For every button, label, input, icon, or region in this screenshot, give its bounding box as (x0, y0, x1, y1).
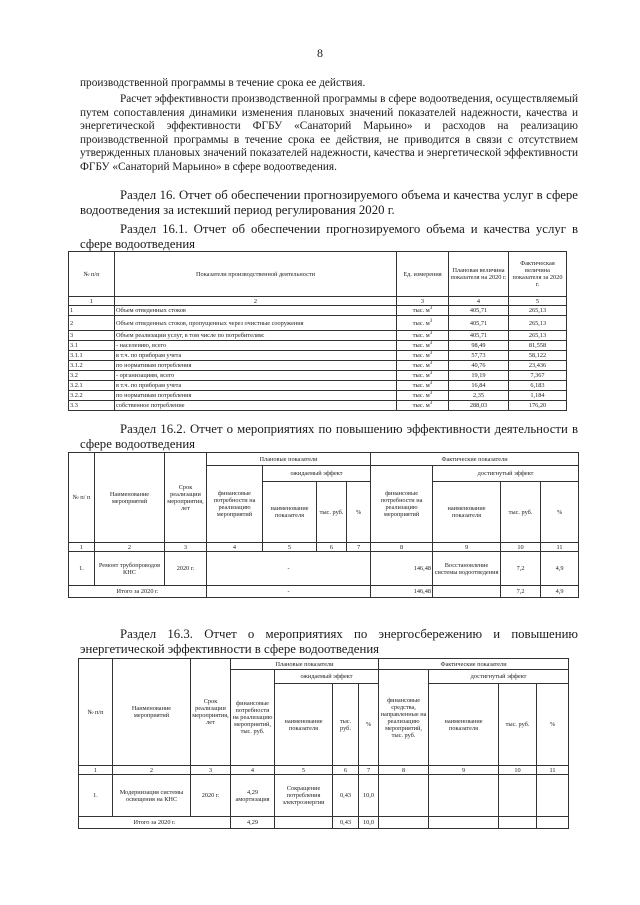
cell-fact: 58,122 (509, 351, 567, 361)
cell-fact: 6,183 (509, 381, 567, 391)
cell-fact: 265,13 (509, 306, 567, 316)
table-total-row (69, 586, 579, 598)
col-number: 2 (95, 543, 165, 552)
col-number: 5 (509, 297, 567, 306)
cell-rub: 0,43 (333, 775, 359, 817)
cell-fact: 265,13 (509, 316, 567, 331)
cell-num: 2 (69, 316, 115, 331)
cell-plan: 405,71 (449, 316, 509, 331)
header-fact: Фактические показатели (379, 659, 569, 670)
cell-fin-plan: 4,29 (231, 817, 275, 829)
cell-plan: 98,49 (449, 341, 509, 351)
cell-total-label: Итого за 2020 г. (69, 586, 207, 598)
col-number: 1 (69, 543, 95, 552)
col-header-rub: тыс. руб. (317, 482, 347, 543)
cell-ach-indicator (429, 775, 499, 817)
cell-num: 1 (69, 306, 115, 316)
cell-unit: тыс. $м^3$ (397, 316, 449, 331)
cell-unit: тыс. $м^3$ (397, 391, 449, 401)
col-number: 1 (69, 297, 115, 306)
cell-num: 3.3 (69, 401, 115, 411)
cell-fin-plan: 4,29 амортизация (231, 775, 275, 817)
cell-name: по нормативам потребления (115, 391, 397, 401)
cell-indicator (433, 586, 501, 598)
cell-plan: 405,71 (449, 306, 509, 316)
col-header-unit: Ед. измерения (397, 252, 449, 297)
cell-pct: 4,9 (541, 586, 579, 598)
col-number: 10 (499, 766, 537, 775)
table-row (69, 361, 567, 371)
col-number: 9 (429, 766, 499, 775)
cell-rub: 7,2 (501, 552, 541, 586)
col-number: 3 (165, 543, 207, 552)
table-row (69, 351, 567, 361)
col-header-term: Срок реализации мероприятия, лет (165, 453, 207, 543)
table-row (69, 371, 567, 381)
cell-name: - организациям, всего (115, 371, 397, 381)
col-header-rub: тыс. руб. (501, 482, 541, 543)
cell-plan: 288,03 (449, 401, 509, 411)
table-row (69, 381, 567, 391)
cell-pct: 4,9 (541, 552, 579, 586)
col-number: 4 (207, 543, 263, 552)
col-header-rub: тыс. руб. (499, 684, 537, 766)
cell-num: 3.1.1 (69, 351, 115, 361)
cell-num: 1. (69, 552, 95, 586)
cell-name: Ремонт трубопроводов КНС (95, 552, 165, 586)
cell-fin-fact: 146,48 (371, 552, 433, 586)
cell-name: в т.ч. по приборам учета (115, 381, 397, 391)
table-row (69, 306, 567, 316)
cell-name: - населению, всего (115, 341, 397, 351)
cell-plan: 405,71 (449, 331, 509, 341)
col-header-rub: тыс. руб. (333, 684, 359, 766)
col-header-pct: % (541, 482, 579, 543)
col-number: 11 (537, 766, 569, 775)
cell-plan: 19,19 (449, 371, 509, 381)
col-number: 2 (113, 766, 191, 775)
table-row (69, 316, 567, 331)
cell-fin-fact: 146,48 (371, 586, 433, 598)
col-number: 5 (263, 543, 317, 552)
col-header-ind-name: наименование показателя (275, 684, 333, 766)
cell-term: 2020 г. (191, 775, 231, 817)
col-number: 3 (397, 297, 449, 306)
col-header-name: Наименование мероприятий (113, 659, 191, 766)
section-16-1-heading: Раздел 16.1. Отчет об обеспечении прогнозируемого объема и качества услуг в сфере водоотведения (80, 222, 578, 251)
col-number: 3 (191, 766, 231, 775)
cell-fact: 81,558 (509, 341, 567, 351)
section-16-heading: Раздел 16. Отчет об обеспечении прогнозируемого объема и качества услуг в сфере водоотведения за истекший период регулирования 2020 г. (80, 188, 578, 217)
cell-rub: 0,43 (333, 817, 359, 829)
table-row (79, 775, 569, 817)
col-number: 4 (231, 766, 275, 775)
section-16-3-heading: Раздел 16.3. Отчет о мероприятиях по энергосбережению и повышению энергетической эффективности в сфере водоотведения (80, 627, 578, 656)
col-header-pct: % (359, 684, 379, 766)
cell-unit: тыс. $м^3$ (397, 306, 449, 316)
intro-paragraph: Расчет эффективности производственной программы в сфере водоотведения, осуществляемый путем сопоставления динамики изменения плановых значений показателей надежности, качества и энергетической эффективности ФГБУ «Санаторий Марьино» и расходов на реализацию производственной программы в течение срока ее действия, не приводится в связи с отсутствием утвержденных плановых значений показателей надежности, качества и энергетической эффективности ФГБУ «Санаторий Марьино» в сфере водоотведения. (80, 93, 578, 173)
cell-plan: 57,73 (449, 351, 509, 361)
cell-term: 2020 г. (165, 552, 207, 586)
cell-unit: тыс. $м^3$ (397, 371, 449, 381)
cell-plan: 16,84 (449, 381, 509, 391)
col-header-ind-name: наименование показателя (433, 482, 501, 543)
cell-indicator (275, 817, 333, 829)
cell-ach-pct (537, 775, 569, 817)
col-header-ind-name: наименование показателя (263, 482, 317, 543)
cell-name: Модернизация системы освещения на КНС (113, 775, 191, 817)
col-header-fin-plan: финансовые потребности на реализацию мероприятий, тыс. руб. (231, 670, 275, 766)
header-achieved: достигнутый эффект (433, 466, 579, 482)
column-numbers-row (69, 543, 579, 552)
col-header-num: № п/п (69, 252, 115, 297)
cell-name: в т.ч. по приборам учета (115, 351, 397, 361)
table-total-row (79, 817, 569, 829)
col-number: 8 (371, 543, 433, 552)
cell-fact: 265,13 (509, 331, 567, 341)
cell-name: по нормативам потребления (115, 361, 397, 371)
header-expected: ожидаемый эффект (275, 670, 379, 684)
cell-num: 3 (69, 331, 115, 341)
header-planned: Плановые показатели (207, 453, 371, 466)
col-number: 6 (333, 766, 359, 775)
header-expected: ожидаемый эффект (263, 466, 371, 482)
col-header-fin-plan: финансовые потребности на реализацию мероприятий (207, 466, 263, 543)
col-header-num: № п/п (79, 659, 113, 766)
cell-num: 3.2 (69, 371, 115, 381)
cell-pct: 10,0 (359, 775, 379, 817)
cell-num: 3.2.1 (69, 381, 115, 391)
cell-unit: тыс. $м^3$ (397, 361, 449, 371)
cell-fin-plan: - (207, 552, 371, 586)
col-header-fact: Фактическая величина показателя за 2020 г. (509, 252, 567, 297)
col-number: 11 (541, 543, 579, 552)
cell-ach-indicator (429, 817, 499, 829)
col-header-name: Наименование мероприятий (95, 453, 165, 543)
cell-indicator: Восстановление системы водоотведения (433, 552, 501, 586)
col-header-num: № п/ п (69, 453, 95, 543)
col-number: 8 (379, 766, 429, 775)
table-row (69, 331, 567, 341)
table-row (69, 391, 567, 401)
cell-unit: тыс. $м^3$ (397, 381, 449, 391)
cell-num: 3.1 (69, 341, 115, 351)
table-row (69, 401, 567, 411)
col-header-ind-name: наименование показателя (429, 684, 499, 766)
cell-ach-rub (499, 775, 537, 817)
cell-plan: 2,35 (449, 391, 509, 401)
table-16-2 (68, 452, 579, 598)
cell-name: собственное потребление (115, 401, 397, 411)
cell-name: Объем отведенных стоков, пропущенных через очистные сооружения (115, 316, 397, 331)
col-header-indicator: Показатели производственной деятельности (115, 252, 397, 297)
col-number: 1 (79, 766, 113, 775)
cell-fact: 7,367 (509, 371, 567, 381)
cell-unit: тыс. $м^3$ (397, 401, 449, 411)
cell-fin-fact (379, 775, 429, 817)
cell-unit: тыс. $м^3$ (397, 351, 449, 361)
column-numbers-row (69, 297, 567, 306)
cell-name: Объем реализации услуг, в том числе по потребителям: (115, 331, 397, 341)
col-header-fin-fact: финансовые потребности на реализацию мероприятий (371, 466, 433, 543)
col-number: 6 (317, 543, 347, 552)
col-number: 10 (501, 543, 541, 552)
cell-name: Объем отведенных стоков (115, 306, 397, 316)
col-header-pct: % (347, 482, 371, 543)
col-number: 9 (433, 543, 501, 552)
col-header-fin-fact: финансовые средства, направленные на реализацию мероприятий, тыс. руб. (379, 670, 429, 766)
cell-fin-plan: - (207, 586, 371, 598)
col-number: 5 (275, 766, 333, 775)
cell-fact: 1,184 (509, 391, 567, 401)
header-fact: Фактические показатели (371, 453, 579, 466)
cell-num: 3.1.2 (69, 361, 115, 371)
table-16-1 (68, 251, 567, 411)
intro-line: производственной программы в течение срока ее действия. (80, 77, 366, 89)
cell-total-label: Итого за 2020 г. (79, 817, 231, 829)
section-16-2-heading: Раздел 16.2. Отчет о мероприятиях по повышению эффективности деятельности в сфере водоотведения (80, 422, 578, 451)
table-row (69, 341, 567, 351)
cell-unit: тыс. $м^3$ (397, 331, 449, 341)
cell-unit: тыс. $м^3$ (397, 341, 449, 351)
cell-rub: 7,2 (501, 586, 541, 598)
cell-fact: 23,436 (509, 361, 567, 371)
col-number: 7 (347, 543, 371, 552)
cell-num: 3.2.2 (69, 391, 115, 401)
cell-fact: 176,20 (509, 401, 567, 411)
col-header-term: Срок реализации мероприятия, лет (191, 659, 231, 766)
page-number: 8 (317, 46, 323, 60)
cell-indicator: Сокращение потребления электроэнергии (275, 775, 333, 817)
column-numbers-row (79, 766, 569, 775)
col-number: 7 (359, 766, 379, 775)
cell-pct: 10,0 (359, 817, 379, 829)
cell-ach-rub (499, 817, 537, 829)
cell-fin-fact (379, 817, 429, 829)
col-number: 2 (115, 297, 397, 306)
col-header-pct: % (537, 684, 569, 766)
cell-ach-pct (537, 817, 569, 829)
col-header-plan: Плановая величина показателя на 2020 г. (449, 252, 509, 297)
cell-num: 1. (79, 775, 113, 817)
header-achieved: достигнутый эффект (429, 670, 569, 684)
col-number: 4 (449, 297, 509, 306)
header-planned: Плановые показатели (231, 659, 379, 670)
table-16-3 (78, 658, 569, 829)
table-row (69, 552, 579, 586)
cell-plan: 40,76 (449, 361, 509, 371)
